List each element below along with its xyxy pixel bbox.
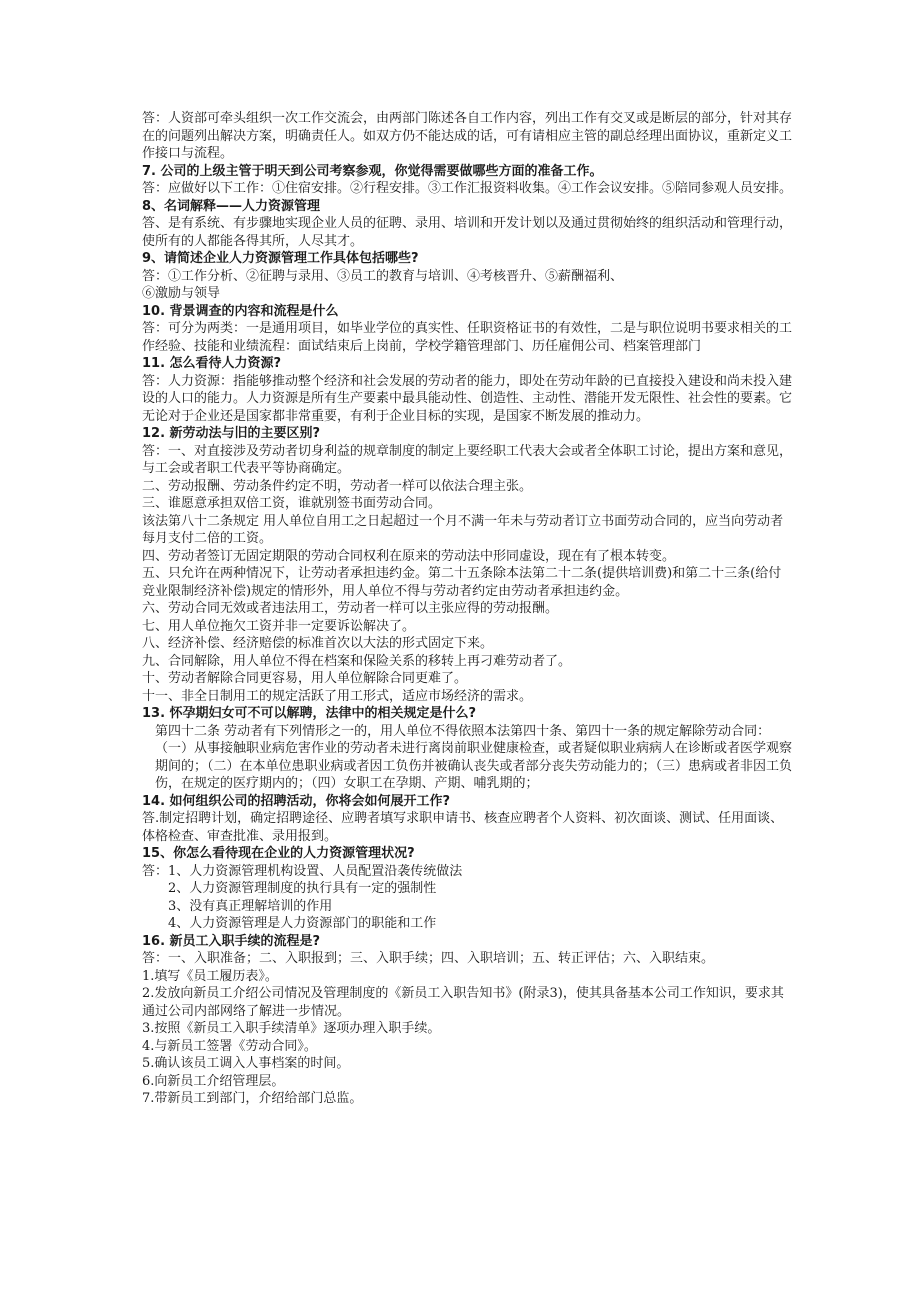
document-body — [142, 110, 792, 1108]
question-heading: 15、你怎么看待现在企业的人力资源管理状况? — [142, 846, 415, 861]
answer-paragraph: 二、劳动报酬、劳动条件约定不明，劳动者一样可以依法合理主张。 — [142, 478, 533, 494]
answer-paragraph: 6.向新员工介绍管理层。 — [142, 1073, 285, 1089]
answer-paragraph: 九、合同解除，用人单位不得在档案和保险关系的移转上再刁难劳动者了。 — [142, 653, 572, 669]
answer-paragraph: 5.确认该员工调入人事档案的时间。 — [142, 1056, 350, 1071]
question-heading: 11. 怎么看待人力资源? — [142, 356, 282, 371]
answer-paragraph: 答.制定招聘计划，确定招聘途径、应聘者填写求职申请书、核查应聘者个人资料、初次面谈、测试、任用面谈、体格检查、审查批准、录用报到。 — [142, 811, 784, 844]
answer-paragraph: 该法第八十二条规定 用人单位自用工之日起超过一个月不满一年未与劳动者订立书面劳动合同的，应当向劳动者每月支付二倍的工资。 — [142, 513, 784, 546]
answer-paragraph: 四、劳动者签订无固定期限的劳动合同权利在原来的劳动法中形同虚设，现在有了根本转变。 — [142, 548, 676, 564]
answer-list-item: 2、人力资源管理制度的执行具有一定的强制性 — [168, 881, 437, 896]
answer-paragraph: 六、劳动合同无效或者违法用工，劳动者一样可以主张应得的劳动报酬。 — [142, 601, 559, 616]
question-heading: 12. 新劳动法与旧的主要区别? — [142, 426, 321, 441]
question-heading: 10. 背景调查的内容和流程是什么 — [142, 303, 339, 319]
answer-list-item: 3、没有真正理解培训的作用 — [168, 898, 333, 914]
answer-paragraph: 答：可分为两类：一是通用项目，如毕业学位的真实性、任职资格证书的有效性，二是与职位说明书要求相关的工作经验、技能和业绩流程：面试结束后上岗前，学校学籍管理部门、历任雇佣公司、档案管理部门 — [142, 321, 793, 354]
answer-list-item: 4、人力资源管理是人力资源部门的职能和工作 — [168, 916, 437, 931]
answer-paragraph: 答：应做好以下工作：①住宿安排。②行程安排。③工作汇报资料收集。④工作会议安排。⑤陪同参观人员安排。 — [142, 181, 793, 196]
answer-paragraph: 十一、非全日制用工的规定活跃了用工形式，适应市场经济的需求。 — [142, 688, 533, 704]
question-heading: 8、名词解释——人力资源管理 — [142, 198, 321, 214]
answer-paragraph: 答：①工作分析、②征聘与录用、③员工的教育与培训、④考核晋升、⑤薪酬福利、 — [142, 268, 624, 284]
answer-paragraph: ⑥激励与领导 — [142, 286, 221, 301]
question-heading: 14. 如何组织公司的招聘活动，你将会如何展开工作? — [142, 793, 451, 809]
question-heading: 16. 新员工入职手续的流程是? — [142, 933, 321, 949]
answer-paragraph: 2.发放向新员工介绍公司情况及管理制度的《新员工入职告知书》(附录3)，使其具备基本公司工作知识，要求其通过公司内部网络了解进一步情况。 — [142, 986, 784, 1019]
answer-paragraph: 八、经济补偿、经济赔偿的标准首次以大法的形式固定下来。 — [142, 636, 494, 651]
answer-paragraph: 十、劳动者解除合同更容易，用人单位解除合同更难了。 — [142, 671, 468, 686]
answer-paragraph: 五、只允许在两种情况下，让劳动者承担违约金。第二十五条除本法第二十二条(提供培训费)和第二十三条(给付竞业限制经济补偿)规定的情形外，用人单位不得与劳动者约定由劳动者承担违约金。 — [142, 566, 782, 599]
answer-paragraph: 答：人力资源：指能够推动整个经济和社会发展的劳动者的能力，即处在劳动年龄的已直接投入建设和尚未投入建设的人口的能力。人力资源是所有生产要素中最具能动性、创造性、主动性、潜能开发无限性、社会性的要素。它无论对于企业还是国家都非常重要，有利于企业目标的实现，是国家不断发展的推动力。 — [142, 373, 793, 424]
answer-paragraph: 三、谁愿意承担双倍工资，谁就别签书面劳动合同。 — [142, 496, 442, 511]
answer-paragraph: 七、用人单位拖欠工资并非一定要诉讼解决了。 — [142, 618, 416, 634]
answer-paragraph: 1.填写《员工履历表》。 — [142, 968, 278, 984]
question-heading: 13. 怀孕期妇女可不可以解聘，法律中的相关规定是什么? — [142, 706, 477, 721]
answer-paragraph: 答：人资部可牵头组织一次工作交流会，由两部门陈述各自工作内容，列出工作有交叉或是断层的部分，针对其存在的问题列出解决方案，明确责任人。如双方仍不能达成的话，可有请相应主管的副总经理出面协议，重新定义工作接口与流程。 — [142, 111, 793, 161]
answer-paragraph: 答：1、人力资源管理机构设置、人员配置沿袭传统做法 — [142, 863, 463, 879]
answer-paragraph: 4.与新员工签署《劳动合同》。 — [142, 1038, 317, 1054]
answer-paragraph: 答：一、对直接涉及劳动者切身利益的规章制度的制定上要经职工代表大会或者全体职工讨论，提出方案和意见，与工会或者职工代表平等协商确定。 — [142, 443, 793, 476]
answer-paragraph: 3.按照《新员工入职手续清单》逐项办理入职手续。 — [142, 1021, 441, 1036]
answer-paragraph: 答、是有系统、有步骤地实现企业人员的征聘、录用、培训和开发计划以及通过贯彻始终的组织活动和管理行动，使所有的人都能各得其所，人尽其才。 — [142, 216, 793, 249]
answer-paragraph: 答：一、入职准备；二、入职报到；三、入职手续；四、入职培训；五、转正评估；六、入职结束。 — [142, 951, 715, 966]
answer-paragraph: 第四十二条 劳动者有下列情形之一的，用人单位不得依照本法第四十条、第四十一条的规定解除劳动合同：（一）从事接触职业病危害作业的劳动者未进行离岗前职业健康检查，或者疑似职业病病人在诊断或者医学观察期间的；（二）在本单位患职业病或者因工负伤并被确认丧失或者部分丧失劳动能力的；（三）患病或者非因工负伤，在规定的医疗期内的；（四）女职工在孕期、产期、哺乳期的； — [155, 723, 793, 791]
question-heading: 9、请简述企业人力资源管理工作具体包括哪些? — [142, 251, 419, 266]
answer-paragraph: 7.带新员工到部门，介绍给部门总监。 — [142, 1091, 363, 1106]
question-heading: 7. 公司的上级主管于明天到公司考察参观，你觉得需要做哪些方面的准备工作。 — [142, 163, 603, 179]
